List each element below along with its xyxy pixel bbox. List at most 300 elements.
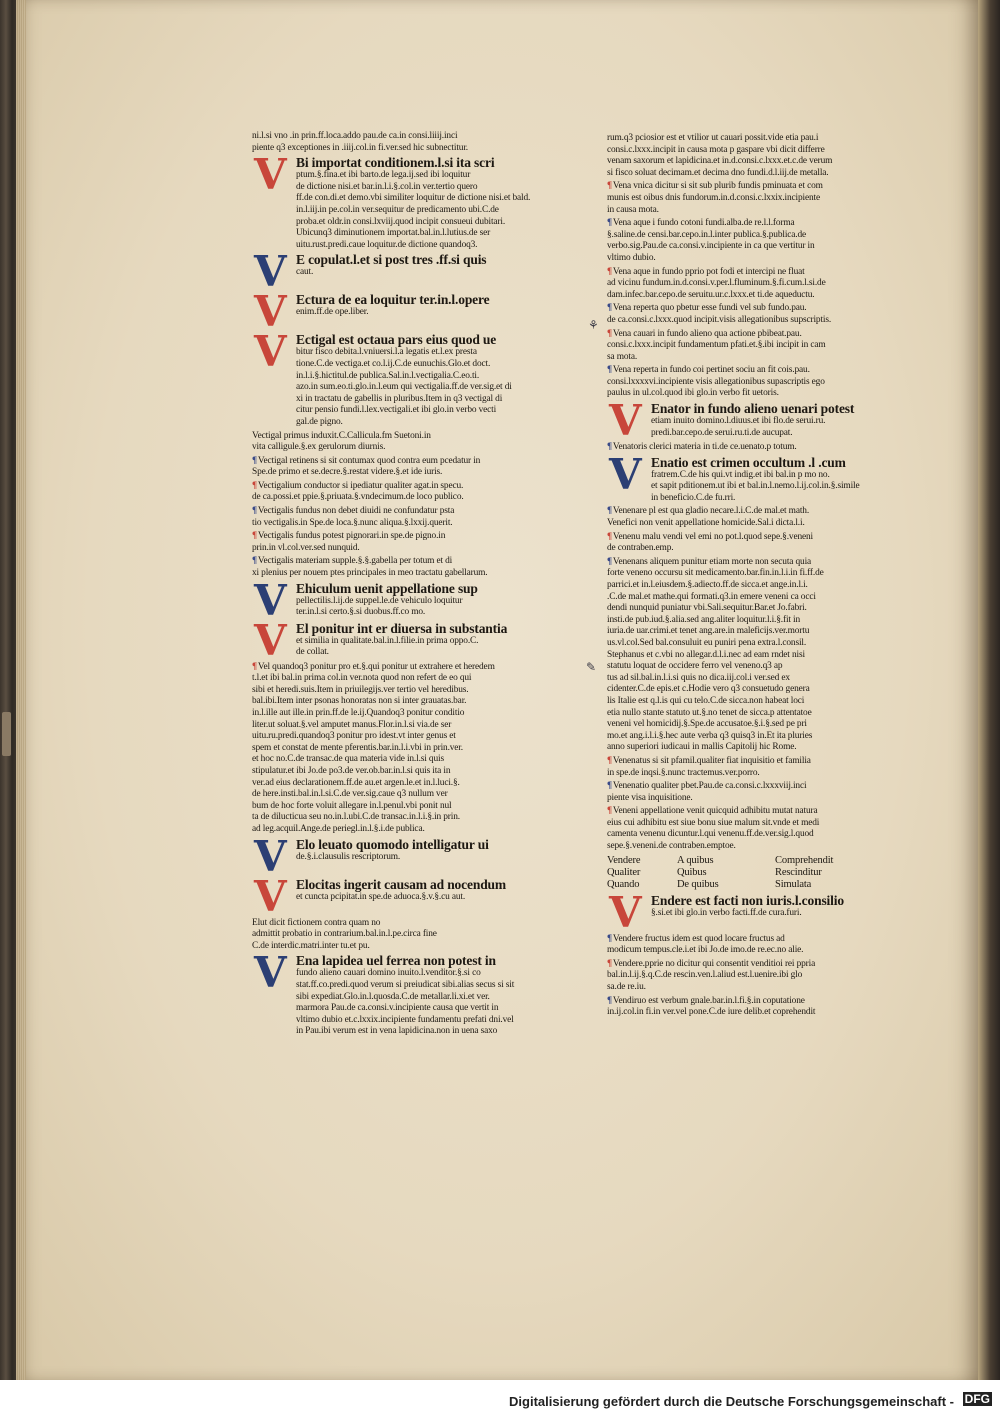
text-line — [296, 878, 548, 892]
line-text: prin.in vl.col.ver.sed nunquid. — [252, 542, 360, 553]
paragraph — [252, 831, 548, 881]
line-text: Vendere fructus idem est quod locare fructus ad — [612, 933, 785, 944]
line-text: de dictione nisi.et bar.in.l.i.§.col.in ver.tertio quero — [296, 181, 478, 192]
pilcrow-icon: ¶ — [607, 995, 612, 1006]
line-text: Vena reperta in fundo coi pertinet sociu an fit cois.pau. — [612, 365, 810, 376]
text-line — [607, 181, 909, 193]
text-line — [296, 394, 548, 406]
line-text: xi in tractatu de gabellis in pluribus.Item in q3 vectigal di — [296, 393, 503, 404]
paragraph — [252, 662, 548, 836]
text-line — [252, 543, 548, 555]
line-text: munis est oibus dnis fundorum.in.d.consi.c.lxxix.incipiente — [607, 192, 821, 203]
line-text: azo.in sum.eo.ti.glo.in.l.eum qui vectigalia.ff.de ver.sig.et di — [296, 382, 512, 393]
line-text: anno superiori iudicaui in mallis Capitolij hic Rome. — [607, 742, 797, 753]
line-text: etia nullo stante statuto ut.§.no tenet de sicca.p attentatoe — [607, 707, 812, 718]
line-text: Veneni appellatione venit quicquid adhibitu mutat natura — [612, 806, 818, 817]
decorated-initial: V — [609, 449, 642, 499]
text-line — [296, 156, 548, 170]
margin-annotation-2: ✎ — [586, 660, 597, 674]
text-line — [296, 193, 548, 205]
word-list-item: Quibus — [677, 866, 707, 878]
paragraph — [607, 934, 909, 957]
text-line — [651, 470, 909, 482]
word-list-item: A quibus — [677, 854, 714, 866]
line-text: Venenu malu vendi vel emi no pot.l.quod sepe.§.veneni — [612, 531, 813, 542]
text-line — [607, 133, 909, 145]
paragraph — [607, 557, 909, 754]
left-text-column — [252, 131, 548, 1215]
text-line — [607, 532, 909, 544]
decorated-initial: V — [254, 831, 287, 881]
word-list — [607, 855, 909, 891]
line-text: Vectigalis fundus non debet diuidi ne confundatur psta — [257, 506, 455, 517]
line-text: Enator in fundo alieno uenari potest — [651, 402, 855, 417]
text-line — [607, 970, 909, 982]
line-text: venam saxorum et lapidicina.et in.d.consi.c.lxxx.et.c.de verum — [607, 156, 833, 167]
text-line — [296, 228, 548, 240]
text-line — [252, 801, 548, 813]
page-edge-left — [16, 0, 26, 1380]
line-text: dam.infec.bar.cepo.de seruitu.ur.c.lxxx.et ti.de aqueductu. — [607, 289, 815, 300]
line-text: ad leg.acquil.Ange.de periegl.in.l.§.i.de publica. — [252, 823, 425, 834]
line-text: mo.et ang.i.l.i.§.hec aute verba q3 quisq3 in.Et ita pluries — [607, 730, 813, 741]
line-text: et similia in qualitate.bal.in.l.filie.in prima oppo.C. — [296, 635, 479, 646]
line-text: veneni vel homicidij.§.Spe.de accusatoe.§.i.§.sed pe pri — [607, 719, 807, 730]
text-line — [607, 768, 909, 780]
line-text: et hoc no.C.de transac.de qua materia vide in.l.si quis — [252, 754, 444, 765]
line-text: in Pau.ibi verum est in vena lapidicina.non in uena saxo — [296, 1026, 498, 1037]
line-text: Venenatio qualiter pbet.Pau.de ca.consi.c.lxxxviij.inci — [612, 781, 807, 792]
line-text: et sapit pditionem.ut ibi et bal.in.l.nemo.l.ij.col.in.§.simile — [651, 481, 860, 492]
paragraph — [252, 456, 548, 479]
decorated-initial: V — [254, 327, 287, 377]
text-line — [296, 1003, 548, 1015]
line-text: Elo leuato quomodo intelligatur ui — [296, 837, 489, 852]
text-line — [252, 556, 548, 568]
line-text: Vectigal retinens si sit contumax quod contra eum pcedatur in — [257, 455, 481, 466]
paragraph — [607, 218, 909, 264]
binding-clip — [2, 712, 11, 756]
line-text: bum de hoc forte voluit allegare in.l.penul.vbi ponit nul — [252, 800, 452, 811]
pilcrow-icon: ¶ — [607, 556, 612, 567]
line-text: piente visa inquisitione. — [607, 792, 693, 803]
line-text: Venefici non venit appellatione homicide.Sal.i dicta.l.i. — [607, 518, 805, 529]
paragraph — [607, 181, 909, 216]
text-line — [607, 168, 909, 180]
text-line — [252, 685, 548, 697]
line-text: lis Italie est q.l.is qui cu telo.C.de sicca.non habeat loci — [607, 695, 805, 706]
line-text: in.l.i.§.hictitul.de publica.Sal.in.l.vectigalia.C.eo.ti. — [296, 370, 480, 381]
paragraph — [607, 329, 909, 364]
paragraph — [607, 959, 909, 994]
line-text: pellectilis.l.ij.de suppel.le.de vehiculo loquitur — [296, 595, 463, 606]
line-text: E copulat.l.et si post tres .ff.si quis — [296, 253, 487, 268]
line-text: bal.ibi.Item inter psonas honoratas non si inter grauatas.bar. — [252, 696, 467, 707]
line-text: C.de interdic.matri.inter tu.et pu. — [252, 940, 370, 951]
text-line — [296, 253, 548, 267]
line-text: Ectura de ea loquitur ter.in.l.opere — [296, 293, 490, 308]
text-line — [651, 416, 909, 428]
text-line — [607, 518, 909, 530]
line-text: predi.bar.cepo.de serui.ru.ti.de aucupat. — [651, 427, 793, 438]
line-text: Spe.de primo et se.decre.§.restat videre.§.et ide iuris. — [252, 467, 443, 478]
line-text: Ena lapidea uel ferrea non potest in — [296, 954, 496, 969]
pilcrow-icon: ¶ — [252, 506, 257, 517]
pilcrow-icon: ¶ — [607, 218, 612, 229]
text-line — [252, 143, 548, 155]
text-line — [252, 812, 548, 824]
paragraph — [252, 131, 548, 154]
text-line — [607, 241, 909, 253]
line-text: in.l.ille aut ille.in prin.ff.de le.ij.Quandoq3 ponitur conditio — [252, 708, 465, 718]
paragraph — [607, 133, 909, 179]
paragraph — [252, 287, 548, 337]
line-text: ff.de con.di.et demo.vbi similiter loquitur de dictione nisi.et bald. — [296, 193, 531, 204]
paragraph — [607, 996, 909, 1019]
text-line — [252, 731, 548, 743]
text-line — [607, 673, 909, 685]
text-line — [651, 493, 909, 505]
line-text: t.l.et ibi bal.in prima col.in ver.nota quod non refert de eo qui — [252, 673, 472, 684]
paragraph — [252, 531, 548, 554]
line-text: verbo.sig.Pau.de ca.consi.v.incipiente in ca que vertitur in — [607, 241, 815, 252]
paragraph — [252, 327, 548, 428]
text-line — [296, 333, 548, 347]
line-text: iuria.de uar.crimi.et tenet ang.are.in maleficijs.ver.mortu — [607, 626, 810, 637]
paragraph — [607, 855, 909, 891]
line-text: de contraben.emp. — [607, 543, 674, 554]
line-text: in.l.iij.in pe.col.in ver.sequitur de predicamento ubi.C.de — [296, 204, 499, 215]
line-text: in beneficio.C.de fu.rri. — [651, 492, 736, 503]
text-line — [607, 388, 909, 400]
text-line — [252, 531, 548, 543]
text-line — [607, 603, 909, 615]
text-line — [252, 929, 548, 941]
text-line — [607, 982, 909, 994]
line-text: in causa mota. — [607, 204, 659, 215]
line-text: sibi expediat.Glo.in.l.quosda.C.de metallar.li.xi.et ver. — [296, 991, 490, 1002]
paragraph — [607, 532, 909, 555]
text-line — [296, 382, 548, 394]
paragraph — [252, 948, 548, 1038]
pilcrow-icon: ¶ — [607, 365, 612, 376]
text-line — [607, 719, 909, 731]
paragraph — [252, 247, 548, 297]
text-line — [607, 352, 909, 364]
text-line — [296, 1015, 548, 1027]
text-line — [296, 980, 548, 992]
line-text: modicum tempus.cle.i.et ibi Jo.de imo.de re.ec.no alie. — [607, 945, 804, 956]
text-line — [252, 568, 548, 580]
line-text: tus ad sil.bal.in.l.i.si quis no dica.iij.col.i ver.sed ex — [607, 672, 790, 683]
pilcrow-icon: ¶ — [607, 303, 612, 314]
line-text: Enatio est crimen occultum .l .cum — [651, 455, 846, 470]
text-line — [296, 359, 548, 371]
line-text: sibi et heredi.suis.Item in priuilegijs.ver tertio vel heredibus. — [252, 684, 469, 695]
line-text: caut. — [296, 267, 314, 278]
text-line — [607, 756, 909, 768]
line-text: ni.l.si vno .in prin.ff.loca.addo pau.de ca.in consi.liiij.inci — [252, 131, 458, 141]
line-text: Stephanus et c.vbi no allegar.d.l.i.nec ad eam rndet nisi — [607, 649, 805, 660]
text-line — [296, 636, 548, 648]
line-text: forte veneno occursu sit medicamento.bar.fin.in.l.i.in fi.ff.de — [607, 568, 824, 579]
pilcrow-icon: ¶ — [252, 556, 257, 567]
text-line — [296, 307, 548, 319]
line-text: tione.C.de vectiga.et co.l.ij.C.de eunuchis.Glo.et doct. — [296, 358, 491, 369]
line-text: Vena vnica dicitur si sit sub plurib fundis pminuata et com — [612, 181, 823, 192]
text-line — [607, 580, 909, 592]
line-text: in.ij.col.in fi.in ver.vel pone.C.de iure delib.et coprehendit — [607, 1007, 816, 1018]
line-text: ad vicinu fundum.in.d.consi.v.per.l.fluminum.§.fi.cum.l.si.de — [607, 278, 826, 289]
text-line — [651, 428, 909, 440]
line-text: sa mota. — [607, 351, 638, 362]
text-line — [607, 156, 909, 168]
text-line — [607, 218, 909, 230]
text-line — [296, 968, 548, 980]
text-line — [252, 131, 548, 143]
line-text: liter.ut soluat.§.vel amputet manus.Flor.in.l.si via.de ser — [252, 719, 452, 730]
text-line — [296, 647, 548, 659]
line-text: §.si.et ibi glo.in verbo facti.ff.de cura.furi. — [651, 907, 802, 918]
text-line — [607, 205, 909, 217]
text-line — [296, 582, 548, 596]
line-text: tio vectigalis.in Spe.de loca.§.nunc aliqua.§.lxxij.querit. — [252, 517, 453, 528]
line-text: marmora Pau.de ca.consi.v.incipiente causa que vertit in — [296, 1003, 499, 1014]
text-line — [607, 650, 909, 662]
pilcrow-icon: ¶ — [607, 933, 612, 944]
line-text: Vel quandoq3 ponitur pro et.§.qui ponitur ut extrahere et heredem — [257, 661, 495, 672]
text-line — [651, 481, 909, 493]
text-line — [252, 789, 548, 801]
line-text: dendi nunquid puniatur vbi.Sali.sequitur.Bar.et Jo.fabri. — [607, 603, 807, 614]
text-line — [651, 908, 909, 920]
line-text: piente q3 exceptiones in .iiij.col.in fi.ver.sed hic subnectitur. — [252, 142, 468, 153]
word-list-item: Comprehendit — [775, 854, 834, 866]
line-text: stipulatur.et ibi Jo.de po3.de ver.ob.bar.in.l.si quis ita in — [252, 765, 451, 776]
line-text: Endere est facti non iuris.l.consilio — [651, 893, 844, 908]
paragraph — [607, 806, 909, 852]
line-text: spem et constat de mente pferentis.bar.in.l.i.vbi in prin.ver. — [252, 742, 463, 753]
text-line — [252, 492, 548, 504]
line-text: Venenatus si sit pfamil.qualiter fiat inquisitio et familia — [612, 755, 811, 766]
text-line — [296, 417, 548, 429]
text-line — [607, 568, 909, 580]
pilcrow-icon: ¶ — [252, 661, 257, 672]
text-line — [607, 592, 909, 604]
text-line — [252, 918, 548, 930]
line-text: ver.ad eius declarationem.ff.de au.et argen.le.et in.l.luci.§. — [252, 777, 460, 788]
line-text: us.vl.col.Sed bal.consuluit eu puniri pena extra.l.consil. — [607, 637, 807, 648]
line-text: Vendiruo est verbum gnale.bar.in.l.fi.§.in coputatione — [612, 995, 805, 1006]
text-line — [296, 622, 548, 636]
pilcrow-icon: ¶ — [607, 266, 612, 277]
text-line — [252, 720, 548, 732]
line-text: vita calligule.§.ex gerulorum diurnis. — [252, 442, 386, 453]
text-line — [296, 371, 548, 383]
text-line — [252, 754, 548, 766]
pilcrow-icon: ¶ — [607, 506, 612, 517]
pilcrow-icon: ¶ — [607, 806, 612, 817]
word-list-item: Vendere — [607, 854, 641, 866]
text-line — [607, 290, 909, 302]
text-line — [296, 217, 548, 229]
text-line — [296, 267, 548, 279]
text-line — [607, 543, 909, 555]
line-text: de ca.consi.c.lxxx.quod incipit.visis allegationibus supscriptis. — [607, 314, 832, 325]
paragraph — [252, 431, 548, 454]
line-text: Ehiculum uenit appellatione sup — [296, 581, 478, 596]
decorated-initial: V — [254, 871, 287, 921]
text-line — [252, 696, 548, 708]
text-line — [607, 340, 909, 352]
line-text: consi.c.lxxx.incipit fundamentum pfati.et.§.ibi incipit in cam — [607, 340, 826, 351]
paragraph — [252, 918, 548, 953]
word-list-item: De quibus — [677, 878, 719, 890]
line-text: in spe.de inqsi.§.nunc tractemus.ver.porro. — [607, 767, 760, 778]
pilcrow-icon: ¶ — [607, 442, 612, 453]
line-text: Vectigalium conductor si ipediatur qualiter agat.in specu. — [257, 480, 464, 491]
text-line — [252, 467, 548, 479]
text-line — [252, 673, 548, 685]
text-line — [607, 557, 909, 569]
word-list-item: Rescinditur — [775, 866, 822, 878]
line-text: fratrem.C.de his qui.vt indig.et ibi bal.in p mo no. — [651, 469, 830, 480]
text-line — [252, 766, 548, 778]
word-list-item: Simulata — [775, 878, 812, 890]
paragraph — [607, 442, 909, 454]
line-text: Vena cauari in fundo alieno qua actione pbibeat.pau. — [612, 328, 802, 339]
text-line — [252, 662, 548, 674]
line-text: ptum.§.fina.et ibi barto.de lega.ij.sed ibi loquitur — [296, 170, 471, 181]
line-text: si fisco soluat decimam.et decima dno fundi.d.l.iij.de metalla. — [607, 167, 829, 178]
line-text: .C.de mal.et mathe.qui formati.q3.in emere veneni ca occi — [607, 591, 816, 602]
line-text: insti.de pub.iud.§.alia.sed ang.aliter loquitur.l.i.§.fit in — [607, 614, 801, 625]
text-line — [607, 145, 909, 157]
line-text: vltimo dubio et.c.lxxix.incipiente fundamentu prefati dni.vel — [296, 1014, 514, 1025]
text-line — [607, 806, 909, 818]
text-line — [607, 377, 909, 389]
line-text: Venenare pl est qua gladio necare.l.i.C.de mal.et math. — [612, 506, 810, 517]
text-line — [296, 596, 548, 608]
paragraph — [252, 481, 548, 504]
text-line — [296, 205, 548, 217]
text-line — [296, 405, 548, 417]
text-line — [607, 996, 909, 1008]
text-line — [607, 626, 909, 638]
line-text: cidenter.C.de epis.et c.Hodie vero q3 consuetudo genera — [607, 684, 810, 695]
paragraph — [252, 615, 548, 665]
text-line — [607, 278, 909, 290]
line-text: §.saline.de censi.bar.cepo.in.l.inter publica.§.publica.de — [607, 229, 807, 240]
text-line — [607, 684, 909, 696]
line-text: Venatoris clerici materia in ti.de ce.uenato.p totum. — [612, 442, 797, 453]
line-text: eius cui adhibitu est siue bonu siue malum sit.vnde et medi — [607, 817, 820, 828]
dfg-logo-text: DFG — [964, 1392, 990, 1406]
text-line — [607, 708, 909, 720]
line-text: fundo alieno cauari domino inuito.l.venditor.§.si co — [296, 968, 481, 979]
text-line — [607, 661, 909, 673]
text-line — [651, 894, 909, 908]
text-line — [607, 793, 909, 805]
decorated-initial: V — [254, 615, 287, 665]
text-line — [296, 240, 548, 252]
line-text: Venenans aliquem punitur etiam morte non secuta quia — [612, 556, 812, 567]
text-line — [607, 781, 909, 793]
pilcrow-icon: ¶ — [607, 181, 612, 192]
line-text: Vectigal primus induxit.C.Callicula.fm Suetoni.in — [252, 430, 431, 441]
text-line — [607, 193, 909, 205]
text-line — [607, 230, 909, 242]
footer-bar — [0, 1380, 1000, 1423]
text-line — [607, 945, 909, 957]
line-text: de here.insti.bal.in.l.si.C.de ver.sig.caue q3 nullum ver — [252, 789, 448, 800]
line-text: sepe.§.veneni.de contraben.emptoe. — [607, 841, 736, 852]
paragraph — [607, 396, 909, 446]
pilcrow-icon: ¶ — [607, 958, 612, 969]
text-line — [607, 696, 909, 708]
text-line — [252, 941, 548, 953]
line-text: bitur fisco debita.l.vniuersi.l.a legatis et.l.ex presta — [296, 347, 477, 358]
decorated-initial: V — [254, 150, 287, 200]
paragraph — [252, 150, 548, 251]
paragraph — [607, 781, 909, 804]
text-line — [651, 402, 909, 416]
line-text: sa.de re.iu. — [607, 982, 646, 993]
text-line — [252, 456, 548, 468]
line-text: Vena aque in fundo pprio pot fodi et intercipi ne fluat — [612, 266, 805, 277]
line-text: Vena aque i fundo cotoni fundi.alba.de re.l.l.forma — [612, 218, 795, 229]
line-text: Vectigalis fundus potest pignorari.in spe.de pigno.in — [257, 531, 446, 542]
line-text: Vectigalis materiam supple.§.§.gabella per totum et di — [257, 556, 453, 567]
word-list-item: Qualiter — [607, 866, 641, 878]
line-text: Ectigal est octaua pars eius quod ue — [296, 333, 497, 348]
line-text: statutu loquat de occidere ferro vel veneno.q3 ap — [607, 661, 783, 672]
text-line — [296, 170, 548, 182]
paragraph — [252, 575, 548, 625]
line-text: Elocitas ingerit causam ad nocendum — [296, 877, 507, 892]
text-line — [607, 934, 909, 946]
pilcrow-icon: ¶ — [252, 480, 257, 491]
text-line — [252, 743, 548, 755]
line-text: admittit probatio in contrarium.bal.in.l.pe.circa fine — [252, 929, 437, 940]
line-text: Elut dicit fictionem contra quam no — [252, 917, 381, 928]
text-line — [607, 303, 909, 315]
paragraph — [607, 756, 909, 779]
line-text: uitu.ru.predi.quandoq3 ponitur pro idest.vt inter genus et — [252, 731, 456, 742]
text-line — [607, 1007, 909, 1019]
line-text: paulus in ul.col.quod ibi glo.in verbo fit uetoris. — [607, 388, 779, 399]
line-text: Ubicunq3 diminutionem importat.bal.in.l.lutius.de ser — [296, 228, 491, 239]
text-line — [296, 1026, 548, 1038]
text-line — [607, 959, 909, 971]
dfg-logo — [963, 1392, 992, 1406]
text-line — [296, 852, 548, 864]
decorated-initial: V — [254, 948, 287, 998]
text-line — [252, 824, 548, 836]
text-line — [252, 431, 548, 443]
decorated-initial: V — [609, 396, 642, 446]
text-line — [252, 778, 548, 790]
decorated-initial: V — [254, 575, 287, 625]
line-text: Vena reperta quo pbetur esse fundi vel sub fundo.pau. — [612, 303, 807, 314]
line-text: ta de dilucticua seu no.in.l.ubi.C.de transac.in.l.i.§.in prin. — [252, 812, 460, 823]
line-text: enim.ff.de ope.liber. — [296, 307, 369, 318]
text-line — [296, 954, 548, 968]
paragraph — [607, 303, 909, 326]
line-text: xi plenius per nouem ptes principales in meo tractatu gabellarum. — [252, 568, 488, 579]
pilcrow-icon: ¶ — [607, 781, 612, 792]
text-line — [607, 506, 909, 518]
